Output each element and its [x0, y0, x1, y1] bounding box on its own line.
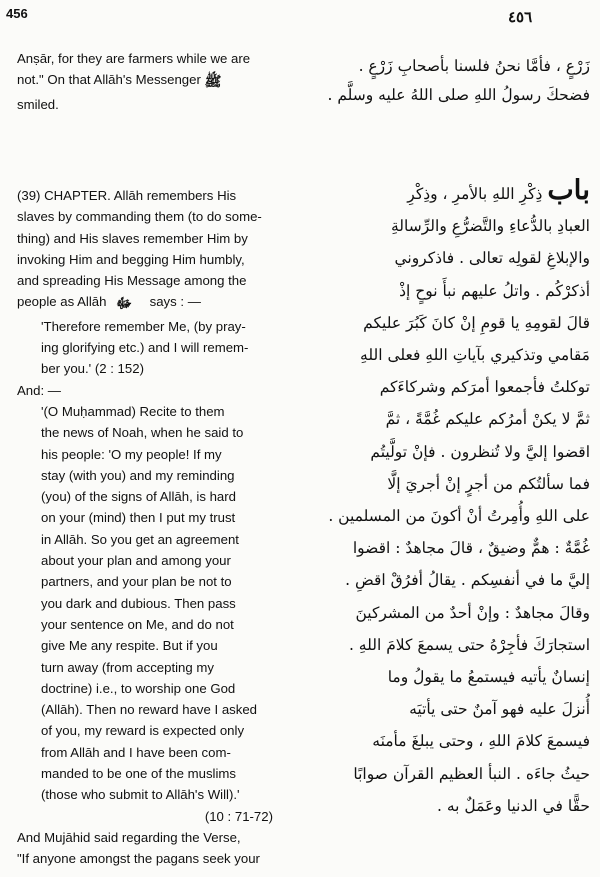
quote-line: of you, my reward is expected only	[41, 723, 245, 739]
top-english-block	[17, 48, 275, 115]
arabic-line: ثمَّ لا يكنْ أمرُكم عليكم غُمَّةً ، ثمَّ	[385, 410, 590, 429]
quran-quote-1	[17, 316, 275, 380]
verse-reference: (10 : 71-72)	[204, 808, 273, 824]
quote-line: you dark and dubious. Then pass	[41, 595, 236, 611]
chapter-line: and spreading His Message among the	[17, 273, 247, 289]
chapter-line: thing) and His slaves remember Him by	[17, 230, 248, 246]
quote-line: on your (mind) then I put my trust	[41, 510, 236, 526]
quran-quote-2	[17, 401, 275, 827]
chapter-line: "If anyone amongst the pagans seek your	[17, 851, 260, 867]
top-english-line: smiled.	[17, 96, 59, 112]
chapter-text: people as Allāh	[17, 294, 107, 310]
top-english-line	[17, 69, 275, 93]
arabic-line: حقًّا في الدنيا وعَمَلٌ به .	[437, 796, 590, 815]
arabic-line: أذكرْكُم . واتلُ عليهم نبأَ نوحٍ إذْ	[399, 281, 590, 300]
quote-text: ber you.'	[41, 361, 92, 377]
arabic-text: ذِكْرِ اللهِ بالأمرِ ، وذِكْرِ	[407, 185, 543, 203]
chapter-line	[17, 291, 275, 315]
quote-line: 'Therefore remember Me, (by pray-	[41, 318, 246, 334]
arabic-line: على اللهِ وأُمِرتُ أنْ أكونَ من المسلمين .	[328, 507, 590, 526]
chapter-arabic-block	[292, 178, 590, 822]
honorific-glyph: ﷺ	[204, 74, 222, 91]
arabic-line: أُنزلَ عليه فهو آمنٌ حتى يأتيَه	[409, 700, 590, 719]
quote-line: the news of Noah, when he said to	[41, 425, 244, 441]
arabic-line: فضحكَ رسولُ اللهِ صلى اللهُ عليه وسلَّم .	[327, 86, 590, 104]
chapter-heading-word: باب	[547, 178, 590, 206]
top-english-text: not." On that Allāh's Messenger	[17, 72, 201, 88]
chapter-line: slaves by commanding them (to do some-	[17, 209, 262, 225]
quote-line: turn away (from accepting my	[41, 659, 214, 675]
arabic-line: اقضوا إليَّ ولا تُنظرون . فإنْ تولَّيتُم	[370, 442, 590, 461]
arabic-line: العبادِ بالدُّعاءِ والتَّضرُّعِ والرِّسالةِ	[391, 217, 590, 236]
page-number-left: 456	[6, 6, 28, 21]
arabic-line: قالَ لقومِهِ يا قومِ إنْ كانَ كَبُرَ عليكم	[363, 313, 590, 332]
top-english-line: Anṣār, for they are farmers while we are	[17, 51, 251, 66]
chapter-line: (39) CHAPTER. Allāh remembers His	[17, 188, 237, 203]
quote-line	[41, 358, 275, 379]
arabic-line: استجارَكَ فأجِرْهُ حتى يسمعَ كلامَ اللهِ .	[348, 635, 590, 654]
quote-line: your sentence on Me, and do not	[41, 616, 234, 632]
quote-line: stay (with you) and my reminding	[41, 467, 235, 483]
arabic-line: غُمَّةٌ : همٌّ وضيقٌ ، قالَ مجاهدٌ : اقضوا	[352, 539, 590, 558]
arabic-line	[292, 178, 590, 210]
page-number-right: ٤٥٦	[508, 8, 533, 26]
chapter-english-block	[17, 185, 275, 870]
arabic-line: مَقامي وتذكيري بآياتِ اللهِ فعلى اللهِ	[360, 346, 590, 365]
quote-line: his people: 'O my people! If my	[41, 446, 222, 462]
quote-line: about your plan and among your	[41, 553, 231, 569]
verse-reference: (2 : 152)	[94, 361, 144, 377]
arabic-line: وقالَ مجاهدٌ : وإنْ أحدٌ من المشركينَ	[355, 603, 590, 622]
arabic-line: زَرْعٍ ، فأمَّا نحنُ فلسنا بأصحابِ زَرْعٍ .	[358, 57, 590, 75]
quote-line: ing glorifying etc.) and I will remem-	[41, 340, 249, 356]
quote-line: (those who submit to Allāh's Will).'	[41, 787, 240, 803]
quote-line: (you) of the signs of Allāh, is hard	[41, 489, 236, 505]
arabic-line: فيسمعَ كلامَ اللهِ ، وحتى يبلغَ مأمنَه	[372, 732, 590, 751]
quote-line: '(O Muḥammad) Recite to them	[41, 403, 225, 419]
chapter-line: invoking Him and begging Him humbly,	[17, 251, 245, 267]
quote-line: partners, and your plan be not to	[41, 574, 232, 590]
arabic-line: توكلتُ فأجمعوا أمرَكم وشركاءَكم	[379, 378, 590, 397]
top-arabic-block	[292, 52, 590, 110]
and-label: And: —	[17, 382, 61, 398]
arabic-line: حيثُ جاءَه . النبأ العظيم القرآن صوابًا	[353, 764, 590, 783]
arabic-line: إنسانٌ يأتيه فيستمعُ ما يقولُ وما	[387, 668, 590, 687]
quote-line: manded to be one of the muslims	[41, 766, 236, 782]
honorific-glyph: ﷻ	[116, 296, 132, 313]
arabic-line: إليَّ ما في أنفسِكم . يقالُ أفرُقْ اقضِ .	[345, 571, 590, 590]
chapter-text: says : —	[149, 294, 201, 310]
arabic-line: والإبلاغِ لقولِه تعالى . فاذكروني	[394, 249, 590, 268]
quote-line: from Allāh and I have been com-	[41, 744, 231, 760]
quote-line: (Allāh). Then no reward have I asked	[41, 702, 258, 718]
arabic-line: فما سألتُكم من أجرٍ إنْ أجريَ إلَّا	[387, 474, 590, 493]
quote-line: give Me any respite. But if you	[41, 638, 218, 654]
quote-line: doctrine) i.e., to worship one God	[41, 680, 236, 696]
chapter-line: And Mujāhid said regarding the Verse,	[17, 829, 241, 845]
quote-line: in Allāh. So you get an agreement	[41, 531, 239, 547]
